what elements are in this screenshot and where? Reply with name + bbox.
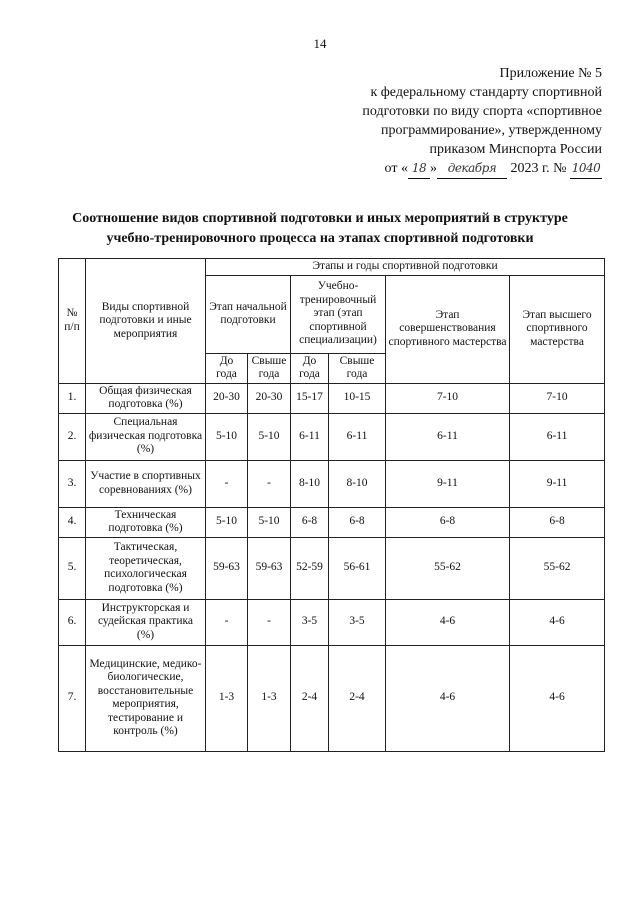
table-row [59, 460, 605, 507]
page-number: 14 [313, 36, 327, 51]
cell-value: 4-6 [386, 599, 510, 645]
order-day-handwritten: 18 [408, 159, 430, 179]
cell-value: 2-4 [291, 645, 329, 751]
cell-value: 6-8 [386, 507, 510, 537]
row-num: 6. [59, 599, 86, 645]
appendix-line: к федеральному стандарту спортивной [370, 85, 602, 100]
title-line-2: учебно-тренировочного процесса на этапах спортивной подготовки [106, 231, 534, 246]
header-stage-highest: Этап высшего спортивного мастерства [510, 275, 605, 383]
cell-value: - [248, 460, 291, 507]
appendix-block [302, 64, 602, 179]
cell-value: 6-8 [329, 507, 386, 537]
cell-value: 6-11 [386, 413, 510, 460]
row-name: Техническая подготовка (%) [86, 507, 206, 537]
cell-value: 20-30 [206, 383, 248, 413]
order-number-handwritten: 1040 [570, 159, 602, 179]
header-over-year: Свыше года [329, 353, 386, 383]
cell-value: 4-6 [510, 645, 605, 751]
cell-value: 6-8 [510, 507, 605, 537]
cell-value: 5-10 [248, 507, 291, 537]
row-num: 4. [59, 507, 86, 537]
row-num: 5. [59, 537, 86, 599]
table-row [59, 645, 605, 751]
appendix-title: Приложение № 5 [499, 66, 602, 81]
cell-value: 59-63 [206, 537, 248, 599]
header-num: № п/п [59, 259, 86, 384]
cell-value: 52-59 [291, 537, 329, 599]
cell-value: 15-17 [291, 383, 329, 413]
cell-value: 4-6 [510, 599, 605, 645]
row-name: Тактическая, теоретическая, психологическая подготовка (%) [86, 537, 206, 599]
cell-value: 9-11 [386, 460, 510, 507]
cell-value: 55-62 [510, 537, 605, 599]
cell-value: 3-5 [329, 599, 386, 645]
header-stages-group: Этапы и годы спортивной подготовки [206, 259, 605, 276]
cell-value: 5-10 [248, 413, 291, 460]
row-num: 2. [59, 413, 86, 460]
row-name: Инструкторская и судейская практика (%) [86, 599, 206, 645]
cell-value: 10-15 [329, 383, 386, 413]
table-row [59, 599, 605, 645]
header-over-year: Свыше года [248, 353, 291, 383]
cell-value: 6-11 [329, 413, 386, 460]
order-line [302, 159, 602, 179]
cell-value: 6-11 [510, 413, 605, 460]
header-stage-initial: Этап начальной подготовки [206, 275, 291, 353]
header-up-to-year: До года [291, 353, 329, 383]
cell-value: 2-4 [329, 645, 386, 751]
cell-value: 5-10 [206, 507, 248, 537]
row-num: 3. [59, 460, 86, 507]
cell-value: 1-3 [248, 645, 291, 751]
row-num: 7. [59, 645, 86, 751]
cell-value: 7-10 [386, 383, 510, 413]
row-num: 1. [59, 383, 86, 413]
cell-value: - [206, 599, 248, 645]
cell-value: - [206, 460, 248, 507]
order-mid: » [429, 161, 437, 176]
table-row [59, 507, 605, 537]
document-title [40, 209, 600, 249]
row-name: Участие в спортивных соревнованиях (%) [86, 460, 206, 507]
cell-value: 7-10 [510, 383, 605, 413]
cell-value: 6-11 [291, 413, 329, 460]
header-up-to-year: До года [206, 353, 248, 383]
cell-value: 4-6 [386, 645, 510, 751]
header-stage-training: Учебно-тренировочный этап (этап спортивной специализации) [291, 275, 386, 353]
table-row [59, 413, 605, 460]
cell-value: 20-30 [248, 383, 291, 413]
row-name: Общая физическая подготовка (%) [86, 383, 206, 413]
cell-value: 59-63 [248, 537, 291, 599]
header-kinds: Виды спортивной подготовки и иные мероприятия [86, 259, 206, 384]
table-row [59, 537, 605, 599]
table-row [59, 383, 605, 413]
row-name: Медицинские, медико-биологические, восстановительные мероприятия, тестирование и контроль (%) [86, 645, 206, 751]
cell-value: 9-11 [510, 460, 605, 507]
cell-value: 5-10 [206, 413, 248, 460]
cell-value: 8-10 [291, 460, 329, 507]
cell-value: 55-62 [386, 537, 510, 599]
appendix-line: программирование», утвержденному [381, 123, 602, 138]
cell-value: 1-3 [206, 645, 248, 751]
appendix-line: подготовки по виду спорта «спортивное [362, 104, 602, 119]
cell-value: 56-61 [329, 537, 386, 599]
header-stage-improvement: Этап совершенствования спортивного мастерства [386, 275, 510, 383]
cell-value: 8-10 [329, 460, 386, 507]
appendix-line: приказом Минспорта России [429, 142, 602, 157]
cell-value: - [248, 599, 291, 645]
order-prefix: от « [384, 161, 408, 176]
row-name: Специальная физическая подготовка (%) [86, 413, 206, 460]
order-year: 2023 г. № [510, 161, 567, 176]
title-line-1: Соотношение видов спортивной подготовки и иных мероприятий в структуре [72, 211, 568, 226]
ratio-table [58, 258, 605, 752]
cell-value: 6-8 [291, 507, 329, 537]
order-month-handwritten: декабря [437, 159, 507, 179]
cell-value: 3-5 [291, 599, 329, 645]
